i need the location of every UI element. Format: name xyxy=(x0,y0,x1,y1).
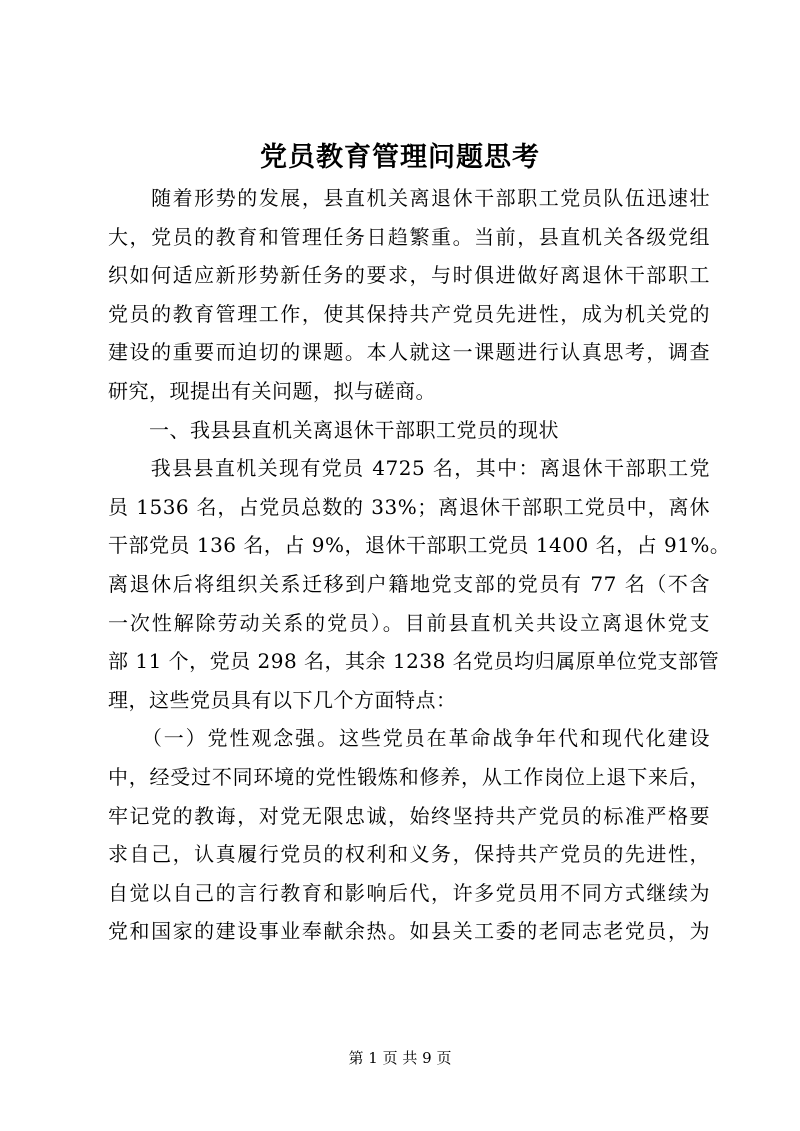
body-line: 员 1536 名，占党员总数的 33%；离退休干部职工党员中，离休 xyxy=(108,494,710,519)
body-line: 党和国家的建设事业奉献余热。如县关工委的老同志老党员，为 xyxy=(108,919,710,944)
body-line: 织如何适应新形势新任务的要求，与时俱进做好离退休干部职工 xyxy=(108,263,710,288)
body-line: 随着形势的发展，县直机关离退休干部职工党员队伍迅速壮 xyxy=(108,186,710,210)
body-line: 研究，现提出有关问题，拟与磋商。 xyxy=(108,378,436,403)
document-body xyxy=(108,179,731,951)
body-line: 中，经受过不同环境的党性锻炼和修养，从工作岗位上退下来后， xyxy=(108,764,710,789)
section-heading: 一、我县县直机关离退休干部职工党员的现状 xyxy=(108,417,559,442)
body-line: 党员的教育管理工作，使其保持共产党员先进性，成为机关党的 xyxy=(108,301,710,326)
body-line: （一）党性观念强。这些党员在革命战争年代和现代化建设 xyxy=(108,726,710,751)
body-line: 理，这些党员具有以下几个方面特点： xyxy=(108,687,457,712)
body-line: 部 11 个，党员 298 名，其余 1238 名党员均归属原单位党支部管 xyxy=(108,649,720,674)
page-footer: 第 1 页 共 9 页 xyxy=(348,1049,452,1067)
body-line: 一次性解除劳动关系的党员）。目前县直机关共设立离退休党支 xyxy=(108,610,710,635)
body-line: 我县县直机关现有党员 4725 名，其中：离退休干部职工党 xyxy=(108,456,710,481)
body-line: 建设的重要而迫切的课题。本人就这一课题进行认真思考，调查 xyxy=(108,340,710,365)
body-line: 自觉以自己的言行教育和影响后代，许多党员用不同方式继续为 xyxy=(108,880,710,905)
body-line: 离退休后将组织关系迁移到户籍地党支部的党员有 77 名（不含 xyxy=(108,571,710,596)
body-line: 求自己，认真履行党员的权利和义务，保持共产党员的先进性， xyxy=(108,842,710,867)
body-line: 大，党员的教育和管理任务日趋繁重。当前，县直机关各级党组 xyxy=(108,224,710,249)
body-line: 干部党员 136 名，占 9%，退休干部职工党员 1400 名，占 91%。 xyxy=(108,533,731,558)
body-line: 牢记党的教诲，对党无限忠诚，始终坚持共产党员的标准严格要 xyxy=(108,803,710,828)
document-title: 党员教育管理问题思考 xyxy=(260,142,540,173)
